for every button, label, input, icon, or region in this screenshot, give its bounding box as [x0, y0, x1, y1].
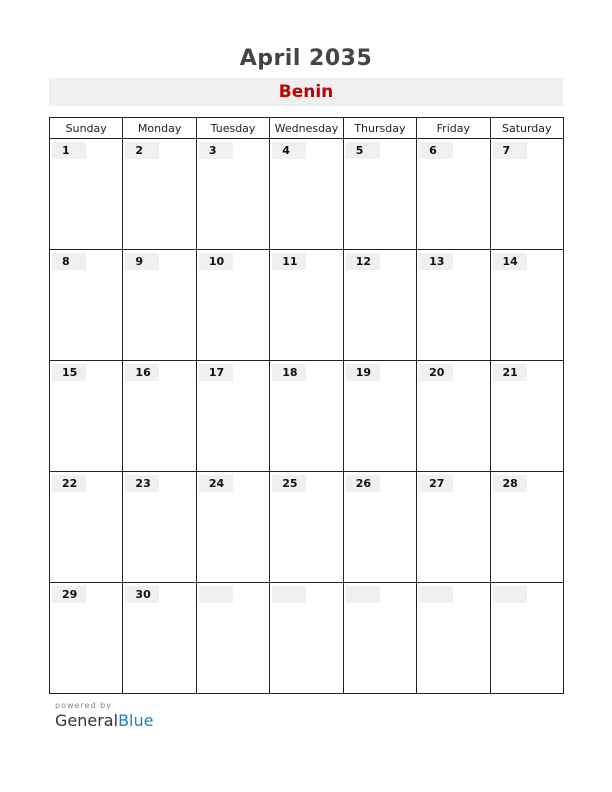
day-number: 21 [493, 364, 527, 381]
day-cell [270, 250, 343, 361]
day-number: 1 [52, 142, 86, 159]
day-cell [417, 472, 490, 583]
day-cell [50, 583, 123, 694]
week-row [50, 250, 564, 361]
powered-by-label: powered by [55, 701, 112, 710]
day-number: 14 [493, 253, 527, 270]
brand-logo[interactable] [55, 711, 153, 730]
day-number: 5 [346, 142, 380, 159]
day-number: 28 [493, 475, 527, 492]
day-number: 19 [346, 364, 380, 381]
week-row [50, 139, 564, 250]
day-cell [123, 361, 196, 472]
day-number: 18 [272, 364, 306, 381]
day-number: 29 [52, 586, 86, 603]
day-number: 9 [125, 253, 159, 270]
day-number: 26 [346, 475, 380, 492]
weekday-header: Saturday [490, 118, 563, 139]
day-cell [490, 472, 563, 583]
day-number: 30 [125, 586, 159, 603]
day-number-placeholder [346, 586, 380, 603]
day-cell [417, 250, 490, 361]
empty-day-cell [343, 583, 416, 694]
calendar-title: April 2035 [239, 46, 373, 71]
brand-general-text: General [55, 711, 119, 730]
weekday-header-row [50, 118, 564, 139]
day-cell [490, 361, 563, 472]
day-number: 20 [419, 364, 453, 381]
weekday-header: Thursday [343, 118, 416, 139]
day-cell [123, 139, 196, 250]
day-cell [123, 472, 196, 583]
day-number: 27 [419, 475, 453, 492]
calendar-grid [49, 117, 564, 694]
day-number: 16 [125, 364, 159, 381]
day-cell [196, 139, 269, 250]
brand-blue-text: Blue [118, 711, 154, 730]
day-number: 2 [125, 142, 159, 159]
day-cell [343, 139, 416, 250]
day-cell [343, 250, 416, 361]
day-cell [417, 361, 490, 472]
day-number: 10 [199, 253, 233, 270]
week-row [50, 583, 564, 694]
day-number-placeholder [493, 586, 527, 603]
day-cell [417, 139, 490, 250]
weekday-header: Friday [417, 118, 490, 139]
day-cell [50, 472, 123, 583]
empty-day-cell [417, 583, 490, 694]
day-number: 8 [52, 253, 86, 270]
day-number: 12 [346, 253, 380, 270]
day-number: 24 [199, 475, 233, 492]
day-number-placeholder [199, 586, 233, 603]
day-number: 11 [272, 253, 306, 270]
day-number: 3 [199, 142, 233, 159]
day-cell [123, 583, 196, 694]
country-banner [49, 78, 563, 106]
day-number: 13 [419, 253, 453, 270]
country-name: Benin [278, 82, 334, 102]
empty-day-cell [270, 583, 343, 694]
day-cell [490, 139, 563, 250]
day-number: 4 [272, 142, 306, 159]
day-number-placeholder [419, 586, 453, 603]
day-cell [123, 250, 196, 361]
day-number-placeholder [272, 586, 306, 603]
weekday-header: Tuesday [196, 118, 269, 139]
day-number: 15 [52, 364, 86, 381]
day-cell [270, 472, 343, 583]
empty-day-cell [196, 583, 269, 694]
day-cell [50, 139, 123, 250]
day-cell [490, 250, 563, 361]
day-number: 22 [52, 475, 86, 492]
day-cell [343, 472, 416, 583]
day-cell [196, 361, 269, 472]
day-number: 6 [419, 142, 453, 159]
day-cell [196, 472, 269, 583]
footer-branding [55, 701, 153, 730]
day-cell [196, 250, 269, 361]
weekday-header: Sunday [50, 118, 123, 139]
week-row [50, 361, 564, 472]
day-number: 17 [199, 364, 233, 381]
week-row [50, 472, 564, 583]
day-number: 7 [493, 142, 527, 159]
day-number: 23 [125, 475, 159, 492]
day-cell [50, 361, 123, 472]
empty-day-cell [490, 583, 563, 694]
day-cell [50, 250, 123, 361]
day-cell [343, 361, 416, 472]
day-number: 25 [272, 475, 306, 492]
weekday-header: Wednesday [270, 118, 343, 139]
weekday-header: Monday [123, 118, 196, 139]
day-cell [270, 361, 343, 472]
day-cell [270, 139, 343, 250]
